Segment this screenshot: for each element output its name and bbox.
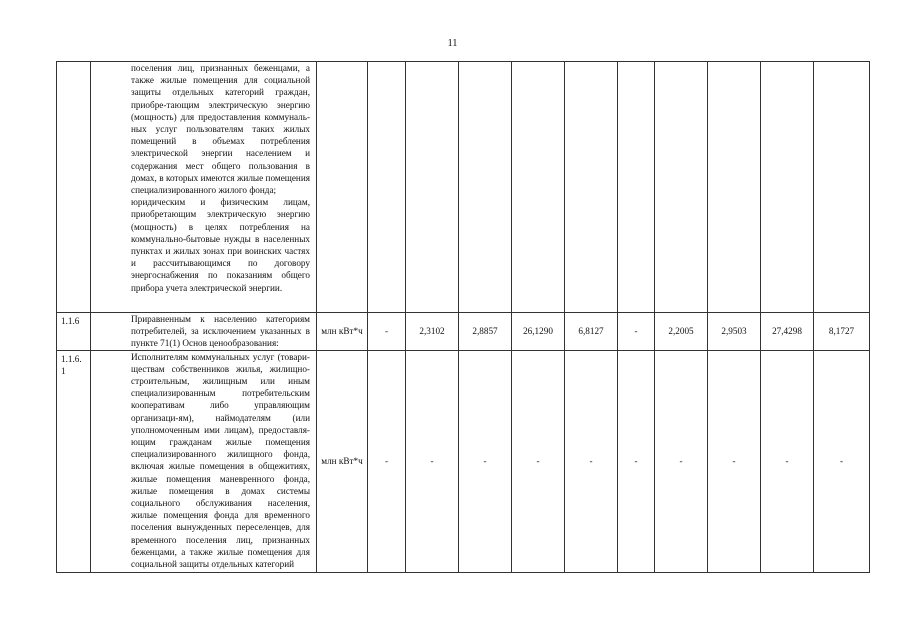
value-cell: -: [368, 313, 406, 351]
value-cell: -: [708, 350, 761, 572]
value-cell: -: [406, 350, 459, 572]
description-paragraph: юридическим и физическим лицам, приобретающим электрическую энергию (мощность) в целях потребления на коммунально-бытовые нужды в населенных пунктах и жилых зонах при воинских частях и рассчитывающимся по договору энергоснабжения по показаниям общего прибора учета электрической энергии.: [131, 197, 310, 293]
value-cell: -: [368, 350, 406, 572]
value-cell: [655, 62, 708, 313]
row-number: 1.1.6. 1: [57, 350, 91, 572]
unit-cell: [317, 62, 368, 313]
value-cell: [368, 62, 406, 313]
value-cell: 26,1290: [512, 313, 565, 351]
value-cell: [459, 62, 512, 313]
row-number: 1.1.6: [57, 313, 91, 351]
value-cell: [565, 62, 618, 313]
tariff-table: [56, 61, 870, 573]
row-description: [91, 62, 317, 313]
value-cell: [406, 62, 459, 313]
description-paragraph: поселения лиц, признанных беженцами, а также жилые помещения для социальной защиты отдельных категорий граждан, приобре-тающим электрическую энергию (мощность) для предоставления коммуналь-ных услуг пользователям таких жилых помещений в объемах потребления электрической энергии населением и содержания мест общего пользования в домах, в которых имеются жилые помещения специализированного жилого фонда;: [131, 63, 310, 196]
value-cell: -: [565, 350, 618, 572]
value-cell: -: [761, 350, 814, 572]
unit-cell: млн кВт*ч: [317, 313, 368, 351]
row-description: [91, 350, 317, 572]
description-paragraph: Исполнителям коммунальных услуг (товари-ществам собственников жилья, жилищно-строительным, жилищным или иным специализированным потребительским кооперативам либо управляющим организаци-ям), наймодателям (или уполномоченным ими лицам), предоставля-ющим гражданам жилые помещения специализированного жилищного фонда, включая жилые помещения в общежитиях, жилые помещения маневренного фонда, жилые помещения в домах системы социального обслуживания населения, жилые помещения фонда для временного поселения вынужденных переселенцев, для временного поселения лиц, признанных беженцами, а также жилые помещения для социальной защиты отдельных категорий: [131, 351, 310, 570]
description-paragraph: Приравненным к населению категориям потребителей, за исключением указанных в пункте 71(1) Основ ценообразования:: [131, 314, 310, 349]
table-row: [57, 62, 870, 313]
value-cell: 6,8127: [565, 313, 618, 351]
table-row: [57, 313, 870, 351]
unit-cell: млн кВт*ч: [317, 350, 368, 572]
row-description: [91, 313, 317, 351]
value-cell: -: [655, 350, 708, 572]
value-cell: -: [512, 350, 565, 572]
value-cell: 8,1727: [814, 313, 870, 351]
value-cell: 2,9503: [708, 313, 761, 351]
value-cell: 2,3102: [406, 313, 459, 351]
value-cell: [761, 62, 814, 313]
value-cell: 27,4298: [761, 313, 814, 351]
value-cell: -: [618, 313, 655, 351]
page-number: 11: [447, 38, 458, 49]
value-cell: [512, 62, 565, 313]
value-cell: [618, 62, 655, 313]
table-row: [57, 350, 870, 572]
value-cell: 2,2005: [655, 313, 708, 351]
value-cell: [814, 62, 870, 313]
row-number: [57, 62, 91, 313]
value-cell: 2,8857: [459, 313, 512, 351]
value-cell: -: [618, 350, 655, 572]
value-cell: -: [459, 350, 512, 572]
value-cell: -: [814, 350, 870, 572]
value-cell: [708, 62, 761, 313]
